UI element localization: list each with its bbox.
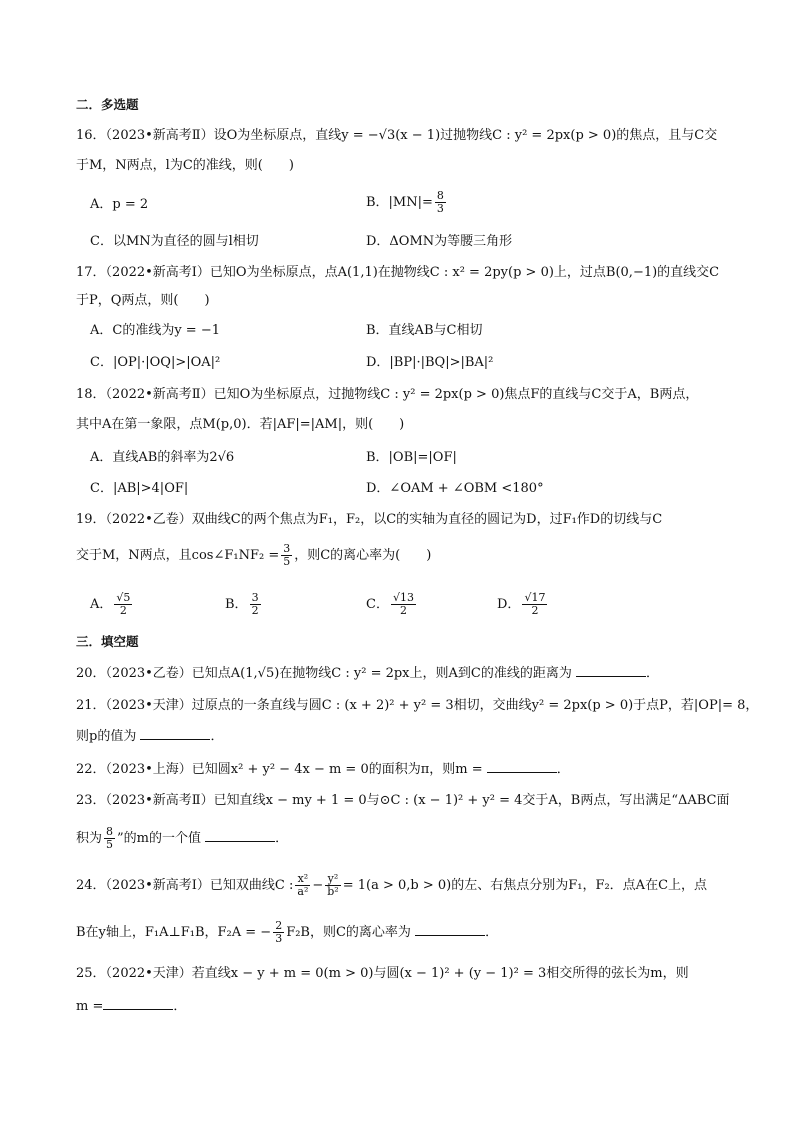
q18-option-c: C．|AB|>4|OF| <box>90 481 189 496</box>
q24-end: ． <box>485 925 499 940</box>
q25-answer-blank <box>103 997 173 1010</box>
q19-line1: 19．（2022•乙卷）双曲线C的两个焦点为F₁，F₂，以C的实轴为直径的圆记为D，过F₁作D的切线与C <box>76 512 663 527</box>
q17-line2: 于P，Q两点，则( ) <box>76 293 210 308</box>
q17-option-a: A．C的准线为y = −1 <box>90 323 221 338</box>
q16-b-num: 8 <box>436 189 444 202</box>
q19-c-fraction <box>391 592 416 617</box>
q24-line1-pre: 24．（2023•新高考Ⅰ）已知双曲线C : <box>76 878 294 893</box>
q21-answer-blank <box>140 727 210 740</box>
q22-answer-blank <box>487 760 557 773</box>
q19-a-label: A． <box>90 597 113 612</box>
q20-answer-blank <box>576 664 646 677</box>
q22-text: 22．（2023•上海）已知圆x² + y² − 4x − m = 0的面积为π，则m = <box>76 762 483 777</box>
q23-line2-pre: 积为 <box>76 831 103 846</box>
q19-a-num: √5 <box>116 591 131 604</box>
q24-line1-post: = 1(a > 0,b > 0)的左、右焦点分别为F₁，F₂．点A在C上，点 <box>342 878 708 893</box>
q19-option-d <box>497 592 549 617</box>
q24-f2-den: b² <box>327 885 339 898</box>
q19-cos-den: 5 <box>283 555 291 568</box>
q17-line1: 17．（2022•新高考Ⅰ）已知O为坐标原点，点A(1,1)在抛物线C : x² = 2py(p > 0)上，过点B(0,−1)的直线交C <box>76 265 720 280</box>
q16-line2: 于M，N两点，l为C的准线，则( ) <box>76 158 294 173</box>
q25-line2 <box>76 997 186 1016</box>
q16-option-b-fraction <box>435 190 446 215</box>
q24-fraction <box>273 920 284 945</box>
q24-line2-post: F₂B，则C的离心率为 <box>286 925 411 940</box>
q19-option-a <box>90 592 134 617</box>
q18-option-b: B．|OB|=|OF| <box>366 450 457 465</box>
q25-end: ． <box>173 999 187 1014</box>
q23-line2 <box>76 826 288 851</box>
q18-option-d: D．∠OAM + ∠OBM <180° <box>366 481 544 496</box>
q19-b-den: 2 <box>251 604 259 617</box>
q25-line2-text: m = <box>76 999 104 1014</box>
q23-answer-blank <box>205 829 275 842</box>
q23-den: 5 <box>106 838 114 851</box>
q19-line2 <box>76 543 431 568</box>
q21-line1: 21．（2023•天津）过原点的一条直线与圆C : (x + 2)² + y² = 3相切，交曲线y² = 2px(p > 0)于点P，若|OP|= 8， <box>76 698 759 713</box>
q21-line2 <box>76 727 223 746</box>
q24-y-fraction <box>325 873 340 898</box>
q16-option-c: C．以MN为直径的圆与l相切 <box>90 234 259 249</box>
q18-option-a: A．直线AB的斜率为2√6 <box>90 450 235 465</box>
q19-a-den: 2 <box>119 604 127 617</box>
q17-option-b: B．直线AB与C相切 <box>366 323 483 338</box>
q24-f1-num: x² <box>295 873 310 886</box>
q21-line2-text: 则p的值为 <box>76 729 137 744</box>
section-heading-fill-in: 三．填空题 <box>76 634 139 649</box>
q23-num: 8 <box>106 825 114 838</box>
q19-d-num: √17 <box>524 591 546 604</box>
q21-end: ． <box>210 729 224 744</box>
q16-option-b-label: B．|MN|= <box>366 195 433 210</box>
q24-line2-pre: B在y轴上，F₁A⊥F₁B，F₂A = − <box>76 925 272 940</box>
q19-d-fraction <box>522 592 547 617</box>
q24-line1 <box>76 873 707 898</box>
q24-num: 2 <box>275 919 283 932</box>
q20-text: 20．（2023•乙卷）已知点A(1,√5)在抛物线C : y² = 2px上，则A到C的准线的距离为 <box>76 666 572 681</box>
q20-line <box>76 664 659 683</box>
q19-cos-num: 3 <box>283 542 291 555</box>
q19-line2-post: ，则C的离心率为( ) <box>294 548 432 563</box>
q24-f1-den: a² <box>297 885 309 898</box>
q19-line2-pre: 交于M，N两点，且cos∠F₁NF₂ = <box>76 548 280 563</box>
q19-b-label: B． <box>225 597 248 612</box>
q24-line2 <box>76 920 498 945</box>
q23-fraction <box>104 826 115 851</box>
q16-option-d: D．ΔOMN为等腰三角形 <box>366 234 513 249</box>
q19-option-b <box>225 592 263 617</box>
q20-end: ． <box>646 666 660 681</box>
q23-line2-post: ”的m的一个值 <box>117 831 201 846</box>
q16-b-den: 3 <box>436 202 444 215</box>
q19-option-c <box>366 592 418 617</box>
q19-c-label: C． <box>366 597 389 612</box>
q19-b-fraction <box>250 592 261 617</box>
q17-option-d: D．|BP|·|BQ|>|BA|² <box>366 355 494 370</box>
q16-option-b <box>366 190 448 215</box>
q23-line1: 23．（2023•新高考Ⅱ）已知直线x − my + 1 = 0与⊙C : (x − 1)² + y² = 4交于A，B两点，写出满足“ΔABC面 <box>76 793 730 808</box>
q19-d-label: D． <box>497 597 521 612</box>
q19-cos-fraction <box>281 543 292 568</box>
q24-answer-blank <box>415 923 485 936</box>
q18-line2: 其中A在第一象限，点M(p,0)．若|AF|=|AM|，则( ) <box>76 417 405 432</box>
q19-a-fraction <box>114 592 132 617</box>
q23-end: ． <box>275 831 289 846</box>
q17-option-c: C．|OP|·|OQ|>|OA|² <box>90 355 221 370</box>
q24-minus: − <box>312 878 324 893</box>
q19-c-num: √13 <box>392 591 414 604</box>
section-heading-multiple-choice: 二．多选题 <box>76 97 139 112</box>
q19-b-num: 3 <box>251 591 259 604</box>
q18-line1: 18．（2022•新高考Ⅱ）已知O为坐标原点，过抛物线C : y² = 2px(p > 0)焦点F的直线与C交于A，B两点， <box>76 387 699 402</box>
q22-line <box>76 760 570 779</box>
q19-d-den: 2 <box>531 604 539 617</box>
q16-option-a: A．p = 2 <box>90 197 149 212</box>
q16-line1: 16．（2023•新高考Ⅱ）设O为坐标原点，直线y = −√3(x − 1)过抛物线C : y² = 2px(p > 0)的焦点，且与C交 <box>76 128 718 143</box>
q25-line1: 25．（2022•天津）若直线x − y + m = 0(m > 0)与圆(x − 1)² + (y − 1)² = 3相交所得的弦长为m，则 <box>76 966 689 981</box>
q22-end: ． <box>556 762 570 777</box>
q19-c-den: 2 <box>399 604 407 617</box>
q24-f2-num: y² <box>325 873 340 886</box>
q24-den: 3 <box>275 932 283 945</box>
q24-x-fraction <box>295 873 310 898</box>
